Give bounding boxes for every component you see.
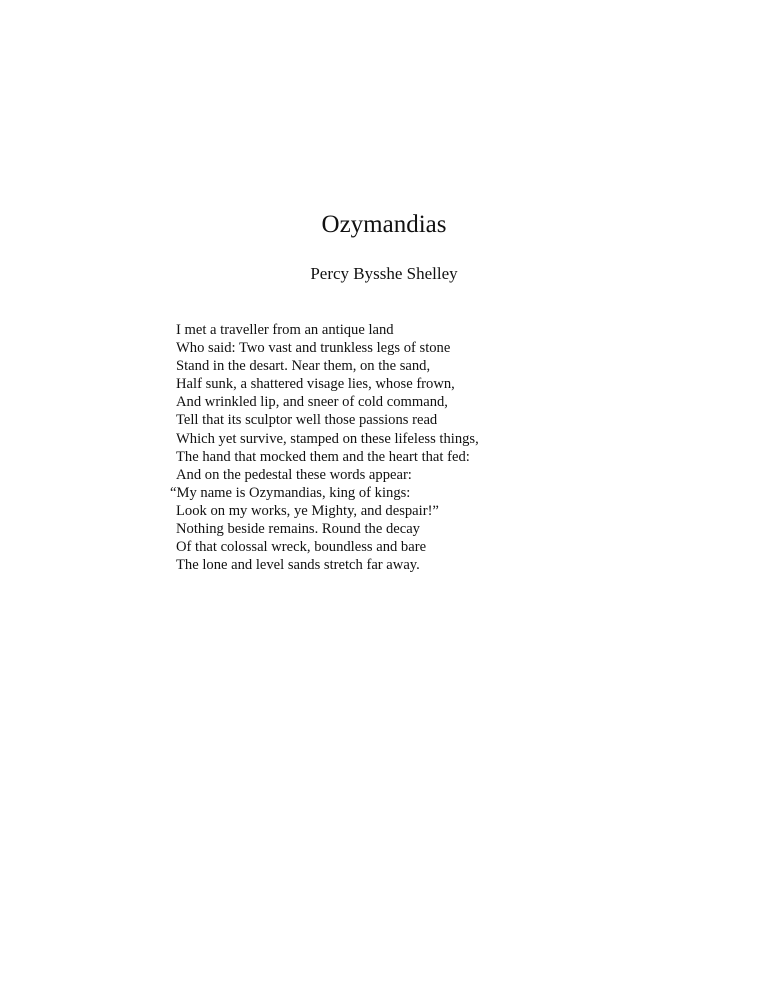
poem-line: “My name is Ozymandias, king of kings: bbox=[170, 484, 411, 501]
poem-line: Half sunk, a shattered visage lies, whose frown, bbox=[176, 376, 455, 393]
poem-line: And on the pedestal these words appear: bbox=[176, 466, 412, 483]
poem-body bbox=[170, 321, 479, 574]
poem-line: Who said: Two vast and trunkless legs of stone bbox=[176, 340, 451, 357]
poem-line: Tell that its sculptor well those passions read bbox=[176, 412, 438, 429]
poem-line: And wrinkled lip, and sneer of cold command, bbox=[176, 394, 448, 411]
poem-line: Which yet survive, stamped on these lifeless things, bbox=[176, 430, 479, 447]
poem-author: Percy Bysshe Shelley bbox=[310, 264, 458, 283]
poem-line: Nothing beside remains. Round the decay bbox=[176, 521, 420, 538]
poem-line: Look on my works, ye Mighty, and despair!” bbox=[176, 502, 439, 519]
poem-line: Stand in the desart. Near them, on the sand, bbox=[176, 358, 431, 375]
poem-line: I met a traveller from an antique land bbox=[176, 322, 394, 338]
poem-line: Of that colossal wreck, boundless and bare bbox=[176, 539, 427, 556]
poem-title: Ozymandias bbox=[321, 211, 447, 238]
poem-line: The hand that mocked them and the heart that fed: bbox=[176, 448, 470, 465]
poem-line: The lone and level sands stretch far away. bbox=[176, 557, 420, 574]
